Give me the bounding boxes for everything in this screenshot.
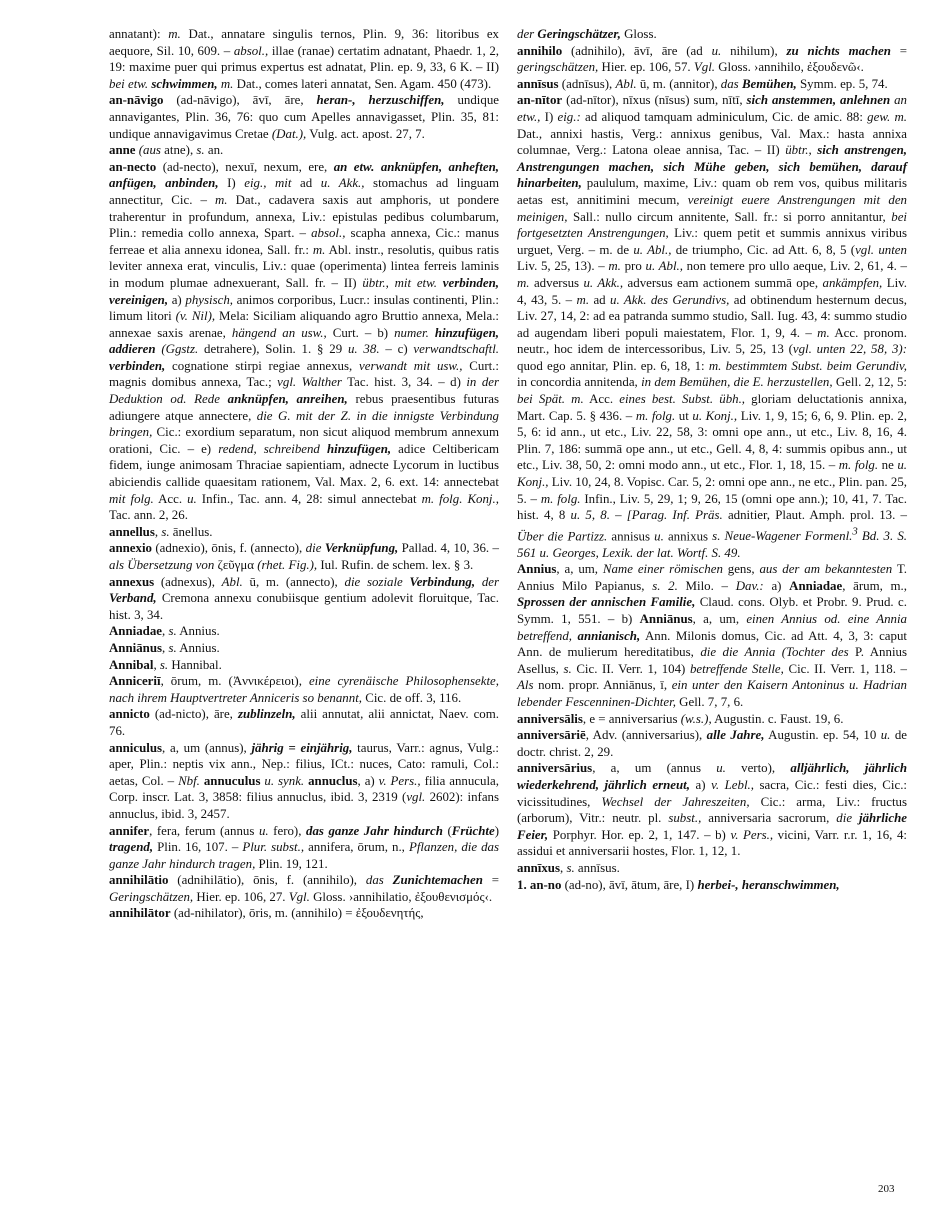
- dictionary-entry: anniculus, a, um (annus), jährig = einjährig, taurus, Varr.: agnus, Vulg.: aper, Plin.: neptis vix ann., Nep.: filius, ICt.: nuces, Cato: ramuli, Col.: aetas, Col. – Nbf. annuculus u. synk. annuclus, a) v. Pers., filia annucula, Corp. inscr. Lat. 3, 3858: filius annuclus, ibid. 3, 2319 (vgl. 2602): infans annuclus, ibid. 3, 2457.: [109, 740, 500, 821]
- dictionary-entry: annihilātor (ad-nihilator), ōris, m. (annihilo) = ἐξουδενητής,: [109, 906, 424, 921]
- dictionary-entry: anniversārius, a, um (annus u. verto), alljährlich, jährlich wiederkehrend, jährlich erneut, a) v. Lebl., sacra, Cic.: festi dies, Cic.: vicissitudines, Wechsel der Jahreszeiten, Cic.: arma, Liv.: fructus (arborum), Vitr.: neutr. pl. subst., anniversaria sacrorum, die jährliche Feier, Porphyr. Hor. ep. 2, 1, 147. – b) v. Pers., vicini, Varr. r.r. 1, 16, 4: assidui et anniversarii hostes, Flor. 1, 12, 1.: [517, 761, 908, 859]
- dictionary-entry: Anniānus, s. Annius.: [109, 640, 220, 655]
- dictionary-entry: an-nāvigo (ad-nāvigo), āvī, āre, heran-, herzuschiffen, undique annavigantes, Plin. 36, 76: quo cum Apelles annavigasset, Plin. 35, 81: undique annavigavimus Cretae (Dat.), Vulg. act. apost. 27, 7.: [109, 93, 499, 141]
- dictionary-entry: Annibal, s. Hannibal.: [109, 657, 222, 672]
- dictionary-entry: an-necto (ad-necto), nexuī, nexum, ere, an etw. anknüpfen, anheften, anfügen, anbinden, I) eig., mit ad u. Akk., stomachus ad linguam annectitur, Cic. – m. Dat., cadavera saxis aut amphoris, ut pondere traherentur in profundum, annexa, Liv.: epistulas pedibus columbarum, Plin.: remedia collo annexa, Spart. – absol., scapha annexa, Cic.: manus ferreae et alia annexu idonea, Sall. fr.: m. Abl. instr., resolutis, quibus ratis leviter annexa erat, vinculis, Liv.: quae (operimenta) lintea ferreis laminis in modum plumae adnexuerant, Sall. fr. – II) übtr., mit etw. verbinden, vereinigen, a) physisch, animos corporibus, Lucr.: insulas continenti, Plin.: limum litori (v. Nil), Mela: Siciliam aliquando agro Bruttio annexa, Mela.: annexae saxis arenae, hängend an usw., Curt. – b) numer. hinzufügen, addieren (Ggstz. detrahere), Solin. 1. § 29 u. 38. – c) verwandtschaftl. verbinden, cognatione stirpi regiae annexus, verwandt mit usw., Curt.: magnis domibus annexa, Tac.; vgl. Walther Tac. hist. 3, 34. – d) in der Deduktion od. Rede anknüpfen, anreihen, rebus praesentibus futuras adiungere atque annectere, die G. mit der Z. in die innigste Verbindung bringen, Cic.: exordium separatum, non sicut aliquod membrum annexum orationi, Cic. – e) redend, schreibend hinzufügen, adice Celtibericam fidem, iunge animosam Thraciae sapientiam, adnecte Lycorum in luctibus abiciendis callide quaesitam rationem, Val. Max. 2, 6. ext. 14: annectebat mit folg. Acc. u. Infin., Tac. ann. 4, 28: simul annectebat m. folg. Konj., Tac. ann. 2, 26.: [109, 159, 500, 523]
- dictionary-entry: anniversāriē, Adv. (anniversarius), alle Jahre, Augustin. ep. 54, 10 u. de doctr. christ. 2, 29.: [517, 728, 907, 759]
- dictionary-entry: Anniceriī, ōrum, m. (Ἀννικέρειοι), eine cyrenäische Philosophensekte, nach ihrem Hauptvertreter Anniceris so benannt, Cic. de off. 3, 116.: [109, 674, 499, 705]
- dictionary-entry: anniversālis, e = anniversarius (w.s.), Augustin. c. Faust. 19, 6.: [517, 711, 844, 726]
- dictionary-entry: annellus, s. ānellus.: [109, 524, 213, 539]
- dictionary-entry: annihilo (adnihilo), āvī, āre (ad u. nihilum), zu nichts machen = geringschätzen, Hier. ep. 106, 57. Vgl. Gloss. ›annihilo, ἐξουδενῶ‹.: [517, 43, 907, 75]
- dictionary-entry: anne (aus atne), s. an.: [109, 143, 224, 158]
- dictionary-entry: annihilātio (adnihilātio), ōnis, f. (annihilo), das Zunichtemachen = Geringschätzen, Hier. ep. 106, 27. Vgl. Gloss. ›annihilatio, ἐξουθενισμός‹.: [109, 873, 499, 904]
- dictionary-entry: annatant): m. Dat., annatare singulis ternos, Plin. 9, 36: litoribus ex aequore, Sil. 10, 609. – absol., illae (ranae) certatim adnatant, Phaedr. 1, 2, 19: maxime puer qui primus expertus est adnatat, Plin. ep. 9, 33, 6 K. – II) bei etw. schwimmen, m. Dat., comes lateri annatat, Sen. Agam. 450 (473).: [109, 27, 499, 91]
- dictionary-entry: annīsus (adnīsus), Abl. ū, m. (annitor), das Bemühen, Symm. ep. 5, 74.: [517, 76, 888, 91]
- dictionary-entry: annexus (adnexus), Abl. ū, m. (annecto), die soziale Verbindung, der Verband, Cremona annexu conubiisque gentium adolevit floruitque, Tac. hist. 3, 34.: [109, 574, 500, 622]
- dictionary-entry: annicto (ad-nicto), āre, zublinzeln, alii annutat, alii annictat, Naev. com. 76.: [109, 707, 499, 738]
- dictionary-entry: Anniadae, s. Annius.: [109, 624, 220, 639]
- dictionary-entry: Annius, a, um, Name einer römischen gens, aus der am bekanntesten T. Annius Milo Papianus, s. 2. Milo. – Dav.: a) Anniadae, ārum, m., Sprossen der annischen Familie, Claud. cons. Olyb. et Probr. 9. Prud. c. Symm. 1, 551. – b) Anniānus, a, um, einen Annius od. eine Annia betreffend, annianisch, Ann. Milonis domus, Cic. ad Att. 4, 3, 3: caput Ann. de mulierum hereditatibus, die die Annia (Tochter des P. Annius Asellus, s. Cic. II. Verr. 1, 104) betreffende Stelle, Cic. II. Verr. 1, 118. – Als nom. propr. Anniānus, ī, ein unter den Kaisern Antoninus u. Hadrian lebender Fescenninen-Dichter, Gell. 7, 7, 6.: [517, 562, 908, 710]
- dictionary-entry: 1. an-no (ad-no), āvī, ātum, āre, I) herbei-, heranschwimmen,: [517, 877, 840, 892]
- dictionary-entry: annexio (adnexio), ōnis, f. (annecto), die Verknüpfung, Pallad. 4, 10, 36. – als Übersetzung von ζεῦγμα (rhet. Fig.), Iul. Rufin. de schem. lex. § 3.: [109, 541, 499, 572]
- dictionary-entry: annīxus, s. annīsus.: [517, 860, 620, 875]
- dictionary-entry: an-nītor (ad-nītor), nīxus (nīsus) sum, nītī, sich anstemmen, anlehnen an etw., I) eig.: ad aliquod tamquam adminiculum, Cic. de amic. 88: gew. m. Dat., annixi hastis, Verg.: annixus genibus, Val. Max.: hasta annixa columnae, Verg.: Latona oleae annisa, Tac. – II) übtr., sich anstrengen, Anstrengungen machen, sich Mühe geben, sich bemühen, darauf hinarbeiten, paululum, maxime, Liv.: quam ob rem vos, quibus militaris aetas est, annitimini mecum, vereinigt euere Anstrengungen mit den meinigen, Sall.: nullo circum annitente, Sall. fr.: si porro annitantur, bei fortgesetzten Anstrengungen, Liv.: quem petit et summis annixus viribus urguet, Verg. – m. de u. Abl., de triumpho, Cic. ad Att. 6, 8, 5 (vgl. unten Liv. 5, 25, 13). – m. pro u. Abl., non temere pro ullo aeque, Liv. 2, 61, 4. – m. adversus u. Akk., adversus eam actionem summā ope, ankämpfen, Liv. 4, 43, 5. – m. ad u. Akk. des Gerundivs, ad obtinendum hesternum decus, Liv. 27, 14, 2: ad ea patranda summo studio, Sall. Iug. 43, 4: summo studio ad augendam liberi populi maiestatem, Flor. 1, 9, 4. – m. Acc. pronom. neutr., hoc idem de intercessoribus, Liv. 5, 25, 13 (vgl. unten 22, 58, 3): quod ego annitar, Plin. ep. 6, 18, 1: m. bestimmtem Subst. beim Gerundiv, in concordia annitenda, in dem Bemühen, die E. herzustellen, Gell. 2, 12, 5: bei Spät. m. Acc. eines best. Subst. übh., gloriam deluctationis annixa, Mart. Cap. 5. § 436. – m. folg. ut u. Konj., Liv. 1, 9, 15; 6, 6, 9. Plin. ep. 2, 5, 6: id ann., ut etc., Liv. 22, 58, 3: omni ope ann., ut etc., Liv. 8, 16, 4. Plin. 7, 186: summā ope ann., ut etc., Gell. 4, 8, 4: summis opibus ann., ut etc., Liv. 38, 50, 2: omni modo ann., ut etc., Flor. 1, 18, 15. – m. folg. ne u. Konj., Liv. 10, 24, 8. Vopisc. Car. 5, 2: omni ope ann., ne etc., Plin. pan. 25, 5. – m. folg. Infin., Liv. 5, 29, 1; 9, 26, 15 (omni ope ann.); 10, 41, 7. Tac. hist. 4, 8 u. 5, 8. – [Parag. Inf. Präs. adnitier, Plaut. Amph. prol. 13. – Über die Partizz. annisus u. annixus s. Neue-Wagener Formenl.$^3$ Bd. 3. S. 561 u. Georges, Lexik. der lat. Wortf. S. 49.: [517, 93, 908, 560]
- right-column: [517, 26, 907, 893]
- page-number: 203: [878, 1183, 895, 1195]
- left-column: [109, 26, 499, 922]
- dictionary-entry: der Geringschätzer, Gloss.: [517, 27, 657, 41]
- dictionary-entry: annifer, fera, ferum (annus u. fero), das ganze Jahr hindurch (Früchte) tragend, Plin. 16, 107. – Plur. subst., annifera, ōrum, n., Pflanzen, die das ganze Jahr hindurch tragen, Plin. 19, 121.: [109, 823, 500, 871]
